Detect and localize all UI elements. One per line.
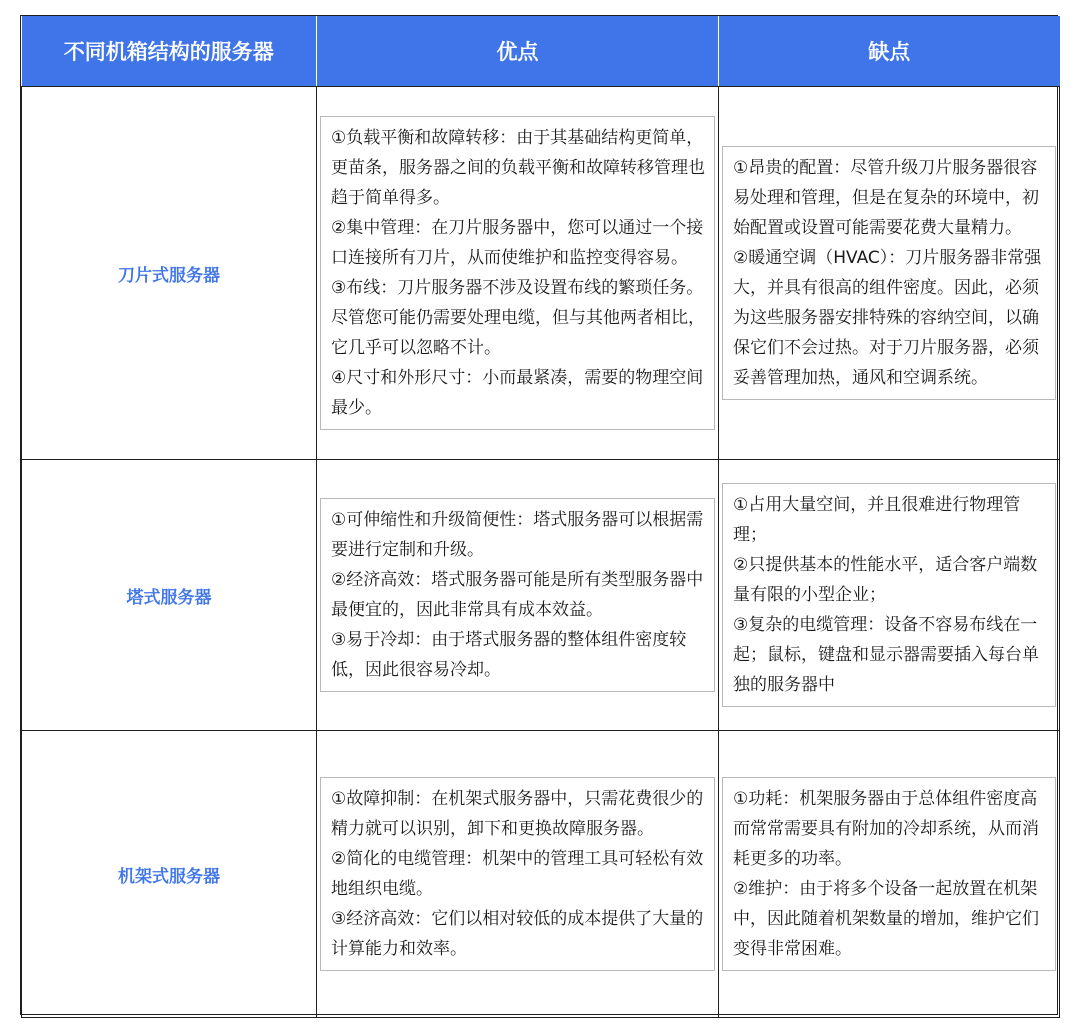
pros-item: ③布线：刀片服务器不涉及设置布线的繁琐任务。尽管您可能仍需要处理电缆，但与其他两者相比，它几乎可以忽略不计。	[331, 278, 705, 358]
cons-item: ①昂贵的配置：尽管升级刀片服务器很容易处理和管理，但是在复杂的环境中，初始配置或设置可能需要花费大量精力。	[733, 158, 1039, 238]
header-server-type: 不同机箱结构的服务器	[22, 16, 317, 87]
pros-cell-blade	[317, 87, 719, 460]
server-name-blade: 刀片式服务器	[22, 87, 317, 460]
header-row	[22, 16, 1060, 87]
cons-box	[722, 146, 1056, 400]
pros-item: ②经济高效：塔式服务器可能是所有类型服务器中最便宜的，因此非常具有成本效益。	[331, 570, 704, 620]
server-comparison-table	[20, 15, 1058, 1015]
pros-item: ③易于冷却：由于塔式服务器的整体组件密度较低，因此很容易冷却。	[331, 630, 687, 680]
comparison-table	[21, 16, 1060, 1018]
cons-item: ③复杂的电缆管理：设备不容易布线在一起；鼠标，键盘和显示器需要插入每台单独的服务器中	[733, 615, 1039, 695]
header-pros: 优点	[317, 16, 719, 87]
pros-item: ③经济高效：它们以相对较低的成本提供了大量的计算能力和效率。	[331, 909, 704, 959]
cons-cell-blade	[719, 87, 1060, 460]
header-cons: 缺点	[719, 16, 1060, 87]
cons-box	[722, 483, 1056, 707]
pros-cell-tower	[317, 460, 719, 731]
pros-cell-rack	[317, 731, 719, 1018]
table-row-rack	[22, 731, 1060, 1018]
pros-box	[320, 116, 715, 430]
server-name-rack: 机架式服务器	[22, 731, 317, 1018]
pros-item: ①负载平衡和故障转移：由于其基础结构更简单，更苗条，服务器之间的负载平衡和故障转移管理也趋于简单得多。	[331, 128, 705, 208]
cons-item: ②只提供基本的性能水平，适合客户端数量有限的小型企业；	[733, 555, 1038, 605]
cons-cell-tower	[719, 460, 1060, 731]
table-row-tower	[22, 460, 1060, 731]
pros-box	[320, 777, 715, 971]
pros-item: ①可伸缩性和升级简便性：塔式服务器可以根据需要进行定制和升级。	[331, 510, 704, 560]
pros-item: ②集中管理：在刀片服务器中，您可以通过一个接口连接所有刀片，从而使维护和监控变得容易。	[331, 218, 704, 268]
cons-box	[722, 777, 1056, 971]
cons-cell-rack	[719, 731, 1060, 1018]
pros-box	[320, 498, 715, 692]
pros-item: ①故障抑制：在机架式服务器中，只需花费很少的精力就可以识别，卸下和更换故障服务器。	[331, 789, 704, 839]
server-name-tower: 塔式服务器	[22, 460, 317, 731]
cons-item: ②维护：由于将多个设备一起放置在机架中，因此随着机架数量的增加，维护它们变得非常困难。	[733, 879, 1039, 959]
cons-item: ②暖通空调（HVAC）：刀片服务器非常强大，并具有很高的组件密度。因此，必须为这些服务器安排特殊的容纳空间，以确保它们不会过热。对于刀片服务器，必须妥善管理加热，通风和空调系统。	[733, 248, 1042, 388]
cons-item: ①占用大量空间，并且很难进行物理管理；	[733, 495, 1021, 545]
pros-item: ④尺寸和外形尺寸：小而最紧凑，需要的物理空间最少。	[331, 368, 704, 418]
pros-item: ②简化的电缆管理：机架中的管理工具可轻松有效地组织电缆。	[331, 849, 704, 899]
table-row-blade	[22, 87, 1060, 460]
cons-item: ①功耗：机架服务器由于总体组件密度高而常常需要具有附加的冷却系统，从而消耗更多的功率。	[733, 789, 1039, 869]
